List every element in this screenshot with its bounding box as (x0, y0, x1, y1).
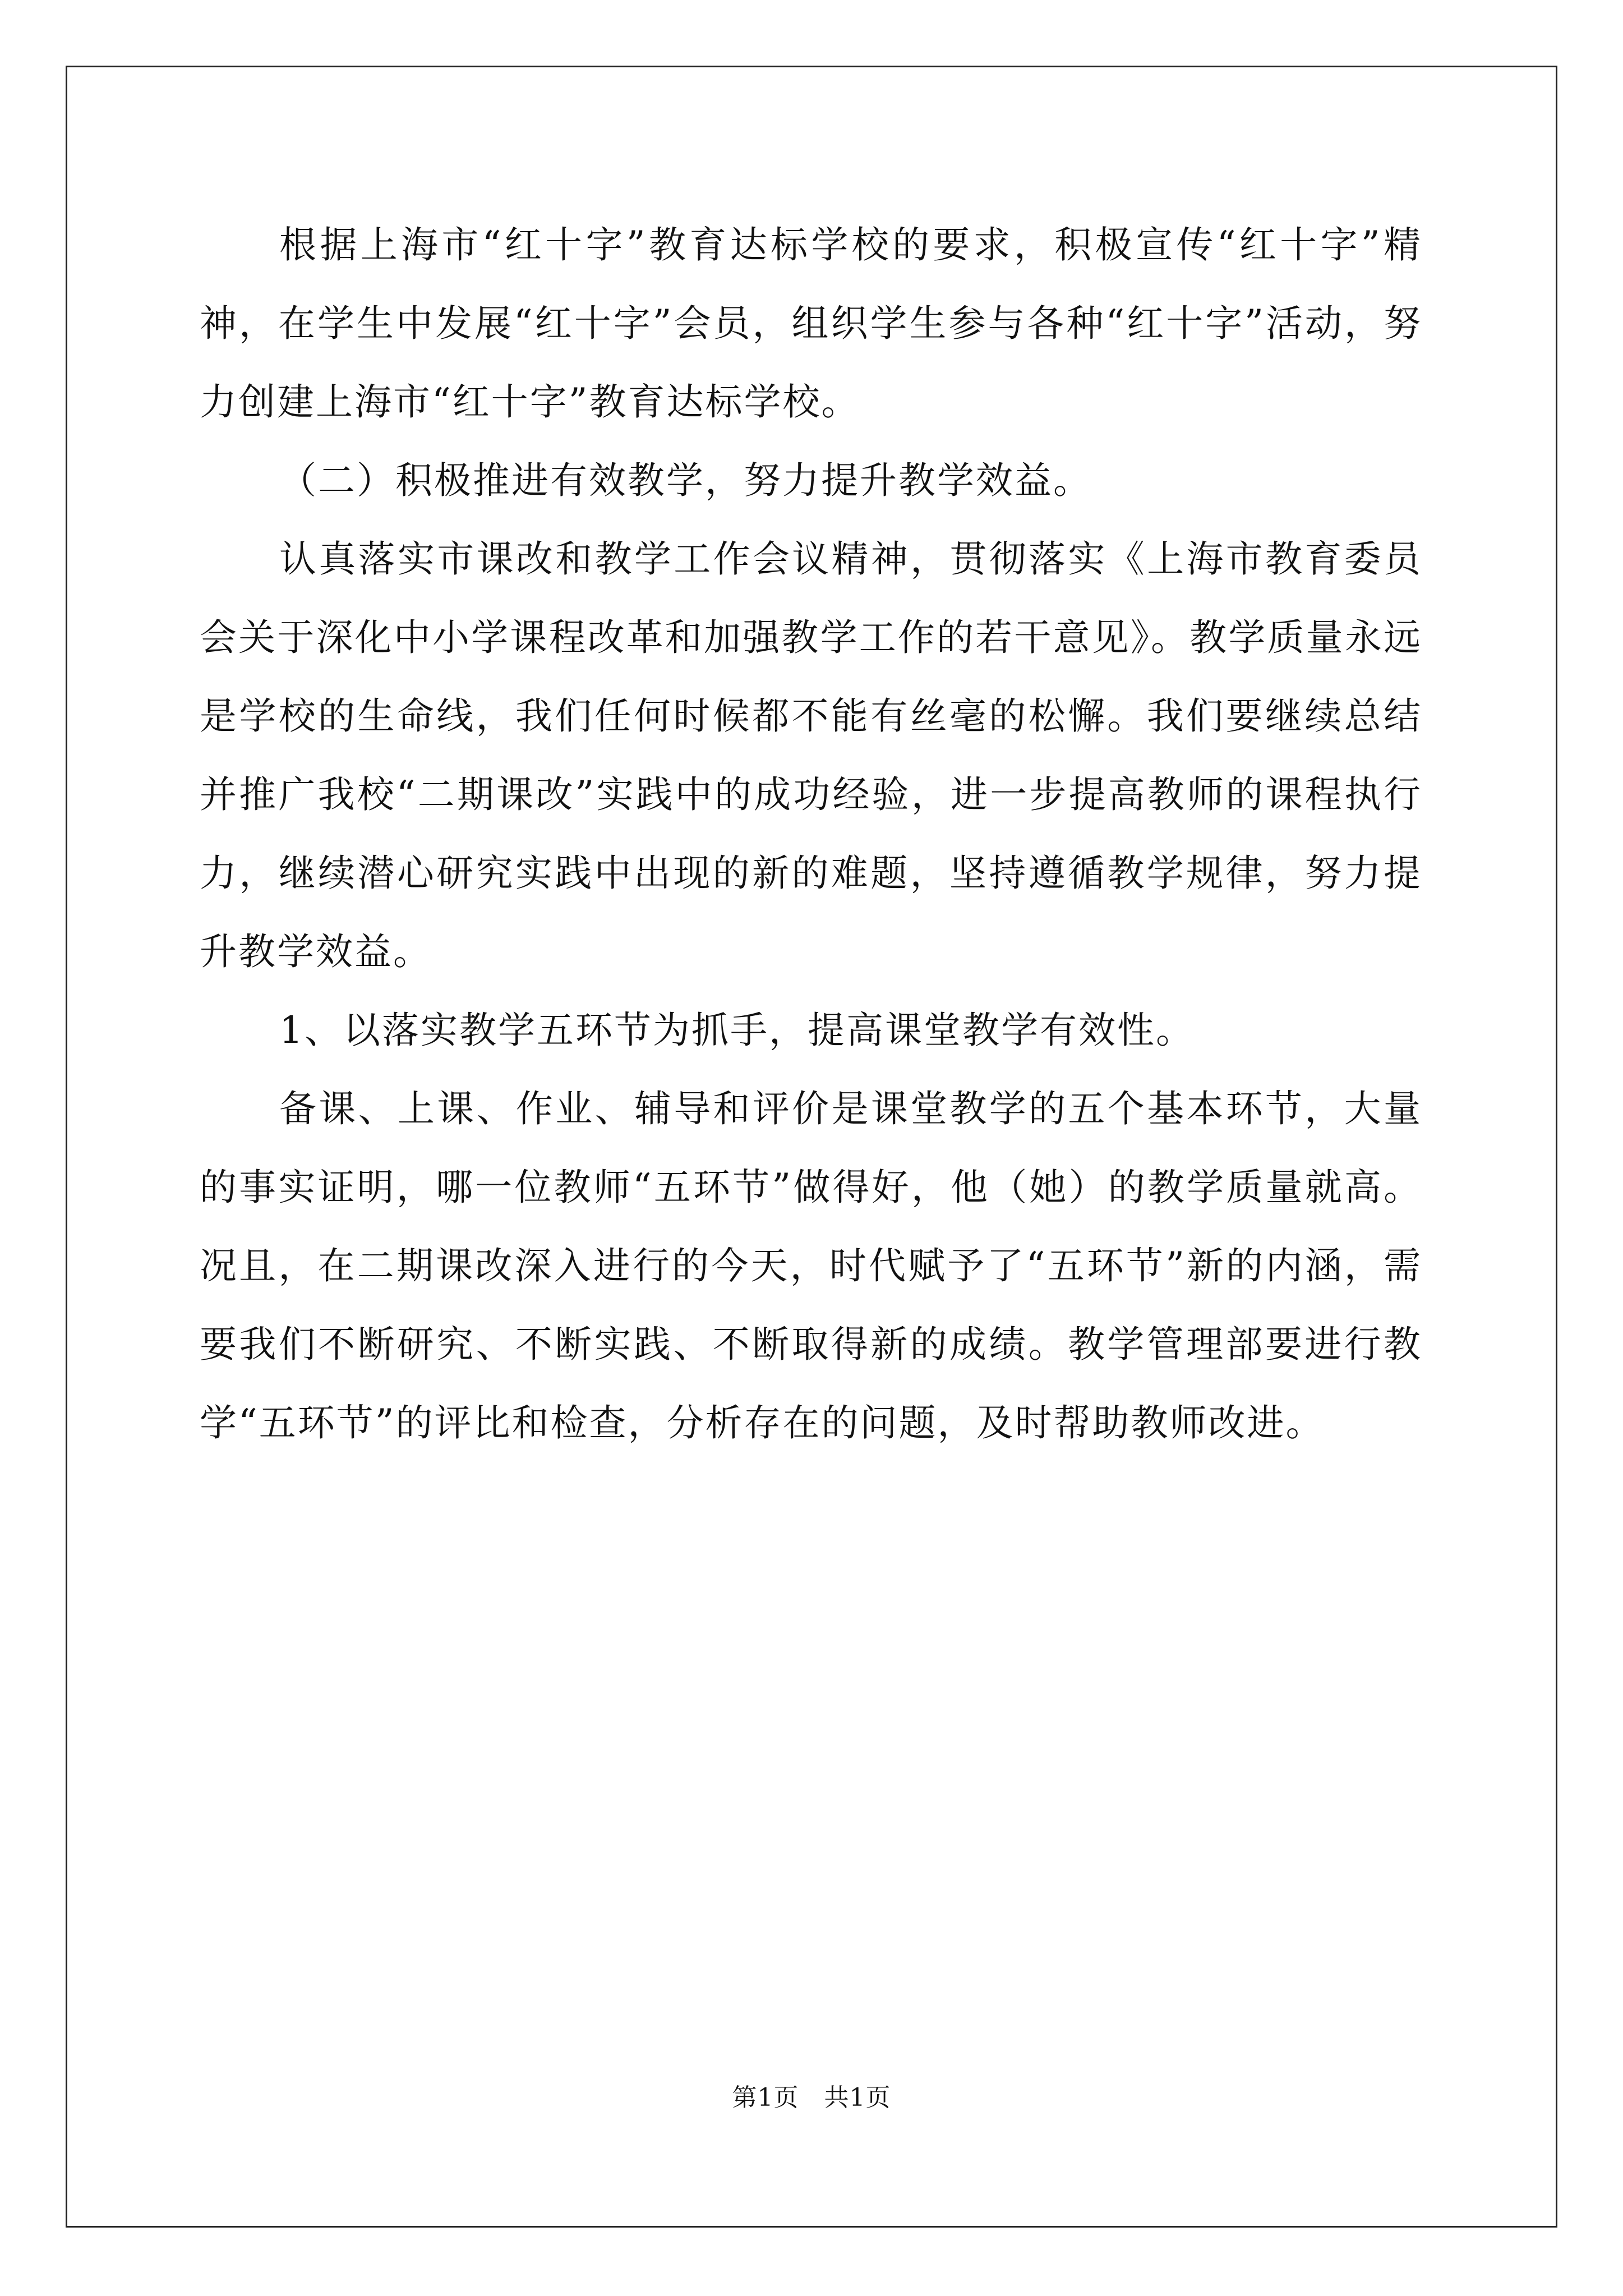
document-body (200, 206, 1422, 1462)
page-number-footer: 第1页 共1页 (732, 2083, 891, 2112)
paragraph-red-cross: 根据上海市“红十字”教育达标学校的要求，积极宣传“红十字”精神，在学生中发展“红十字”会员，组织学生参与各种“红十字”活动，努力创建上海市“红十字”教育达标学校。 (200, 223, 1422, 424)
paragraph-five-links: 备课、上课、作业、辅导和评价是课堂教学的五个基本环节，大量的事实证明，哪一位教师“五环节”做得好，他（她）的教学质量就高。况且，在二期课改深入进行的今天，时代赋予了“五环节”新的内涵，需要我们不断研究、不断实践、不断取得新的成绩。教学管理部要进行教学“五环节”的评比和检查，分析存在的问题，及时帮助教师改进。 (200, 1087, 1422, 1444)
subheading-five-links: 1、以落实教学五环节为抓手，提高课堂教学有效性。 (279, 1009, 1195, 1052)
paragraph-curriculum-reform: 认真落实市课改和教学工作会议精神，贯彻落实《上海市教育委员会关于深化中小学课程改革和加强教学工作的若干意见》。教学质量永远是学校的生命线，我们任何时候都不能有丝毫的松懈。我们要继续总结并推广我校“二期课改”实践中的成功经验，进一步提高教师的课程执行力，继续潜心研究实践中出现的新的难题，坚持遵循教学规律，努力提升教学效益。 (200, 537, 1422, 973)
section-heading-effective-teaching: （二）积极推进有效教学，努力提升教学效益。 (279, 459, 1092, 502)
